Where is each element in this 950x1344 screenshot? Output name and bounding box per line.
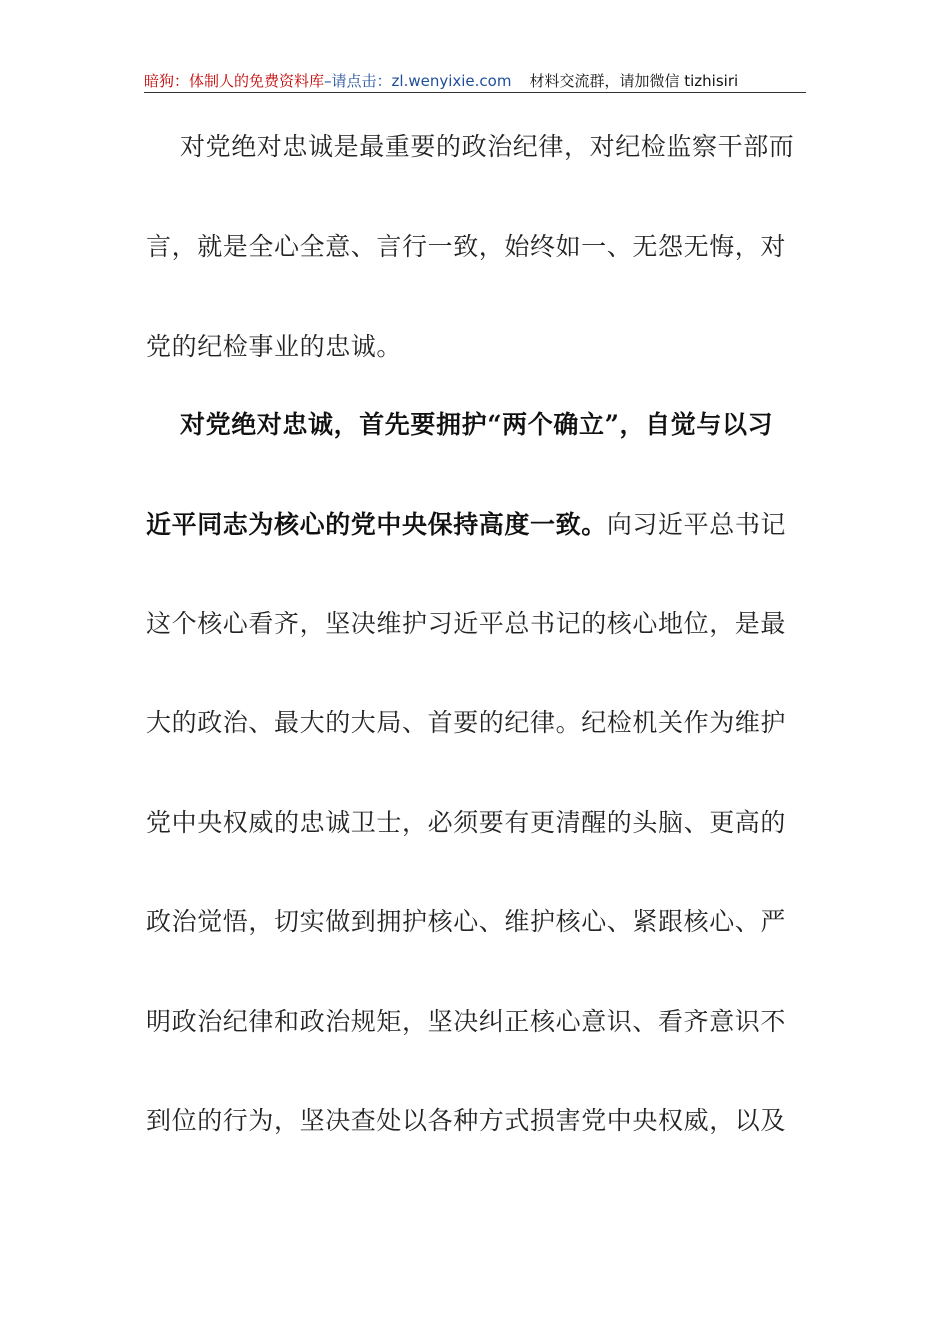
paragraph2-line3: 这个核心看齐，坚决维护习近平总书记的核心地位，是最 xyxy=(146,609,787,638)
paragraph2-line2-bold: 近平同志为核心的党中央保持高度一致。 xyxy=(146,510,607,539)
page-header xyxy=(144,70,806,93)
paragraph2-line1-bold: 对党绝对忠诚，首先要拥护“两个确立”，自觉与以习 xyxy=(180,410,774,439)
paragraph2-line2-rest: 向习近平总书记 xyxy=(606,510,787,539)
paragraph1-line3: 党的纪检事业的忠诚。 xyxy=(146,332,403,361)
paragraph1-line1: 对党绝对忠诚是最重要的政治纪律，对纪检监察干部而 xyxy=(180,132,795,161)
paragraph2-line5: 党中央权威的忠诚卫士，必须要有更清醒的头脑、更高的 xyxy=(146,808,787,837)
paragraph1-line2: 言，就是全心全意、言行一致，始终如一、无怨无悔，对 xyxy=(146,232,787,261)
header-url-link[interactable]: zl.wenyixie.com xyxy=(391,72,512,90)
paragraph2-line2 xyxy=(146,505,806,545)
paragraph2-line8: 到位的行为，坚决查处以各种方式损害党中央权威，以及 xyxy=(146,1106,787,1135)
header-prompt: –请点击： xyxy=(324,72,392,90)
header-brand: 暗狗：体制人的免费资料库 xyxy=(144,72,325,90)
header-contact: 材料交流群，请加微信 tizhisiri xyxy=(529,72,739,90)
paragraph2-line4: 大的政治、最大的大局、首要的纪律。纪检机关作为维护 xyxy=(146,708,787,737)
paragraph2-line6: 政治觉悟，切实做到拥护核心、维护核心、紧跟核心、严 xyxy=(146,907,787,936)
paragraph2-line7: 明政治纪律和政治规矩，坚决纠正核心意识、看齐意识不 xyxy=(146,1007,787,1036)
